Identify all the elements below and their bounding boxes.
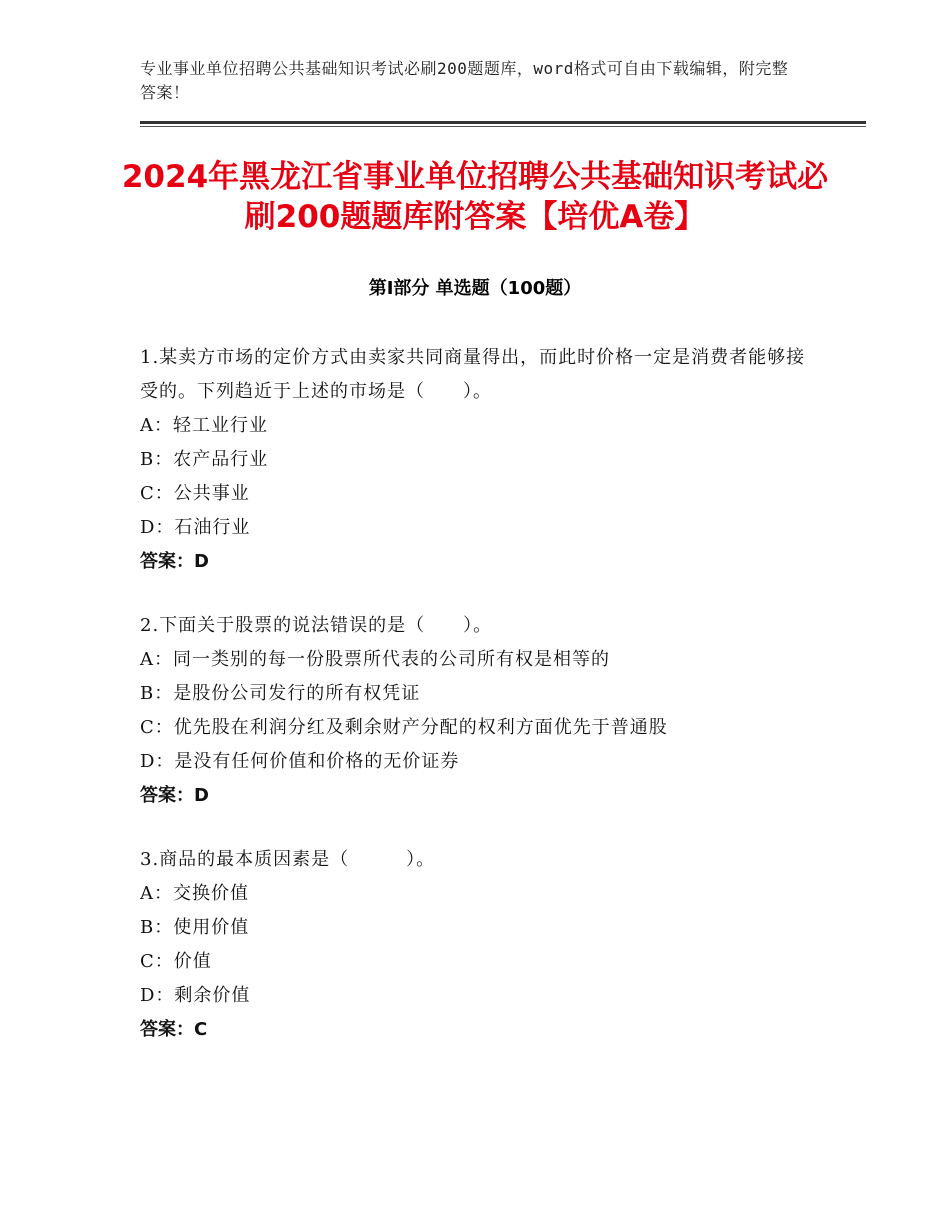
question-1	[140, 341, 820, 579]
header-divider-thick	[140, 121, 866, 124]
answer: 答案：D	[140, 785, 209, 806]
option-a: A：交换价值	[140, 883, 249, 904]
header-note: 专业事业单位招聘公共基础知识考试必刷200题题库，word格式可自由下载编辑，附完整答案！	[140, 59, 789, 102]
option-b: B：是股份公司发行的所有权凭证	[140, 683, 421, 704]
document-title: 2024年黑龙江省事业单位招聘公共基础知识考试必刷200题题库附答案【培优A卷】	[121, 159, 829, 235]
option-d: D：是没有任何价值和价格的无价证券	[140, 751, 460, 772]
option-c: C：优先股在利润分红及剩余财产分配的权利方面优先于普通股	[140, 717, 668, 738]
option-b: B：农产品行业	[140, 449, 269, 470]
question-stem: 2.下面关于股票的说法错误的是（ ）。	[140, 615, 493, 636]
answer: 答案：C	[140, 1019, 208, 1040]
answer: 答案：D	[140, 551, 209, 572]
option-b: B：使用价值	[140, 917, 250, 938]
option-d: D：石油行业	[140, 517, 251, 538]
question-2	[140, 609, 820, 813]
question-list	[140, 341, 820, 1077]
option-a: A：同一类别的每一份股票所代表的公司所有权是相等的	[140, 649, 610, 670]
option-c: C：公共事业	[140, 483, 250, 504]
section-title: 第Ⅰ部分 单选题（100题）	[368, 278, 582, 299]
question-stem: 3.商品的最本质因素是（ ）。	[140, 849, 436, 870]
question-3	[140, 843, 820, 1047]
option-d: D：剩余价值	[140, 985, 251, 1006]
option-a: A：轻工业行业	[140, 415, 268, 436]
option-c: C：价值	[140, 951, 212, 972]
header-divider-thin	[140, 126, 866, 127]
question-stem: 1.某卖方市场的定价方式由卖家共同商量得出，而此时价格一定是消费者能够接受的。下列趋近于上述的市场是（ ）。	[140, 347, 806, 402]
